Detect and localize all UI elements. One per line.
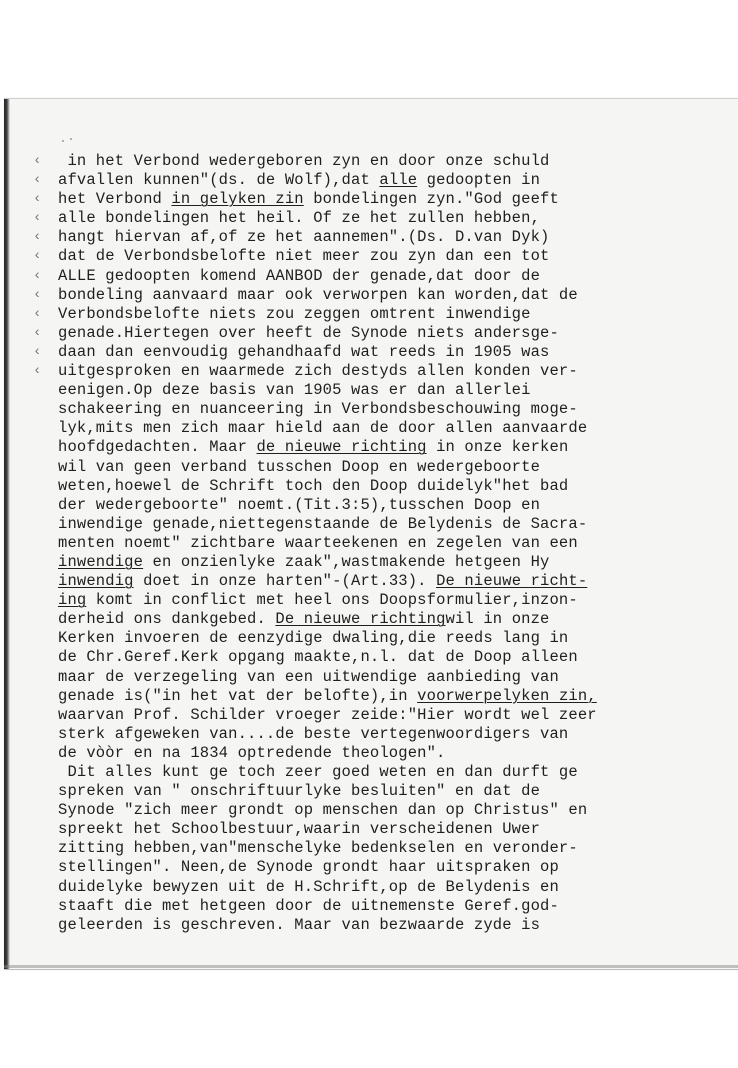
text-segment: der wedergeboorte" noemt.(Tit.3:5),tusschen Doop en [58, 495, 541, 514]
page-bottom-shadow [4, 965, 738, 968]
text-segment: bondeling aanvaard maar ook verworpen kan worden,dat de [58, 285, 578, 304]
text-segment: eenigen.Op deze basis van 1905 was er dan allerlei [58, 381, 531, 400]
text-line [58, 553, 728, 572]
text-line [58, 820, 728, 839]
text-segment: uitgesproken en waarmede zich destyds allen konden ver- [58, 362, 578, 381]
text-segment: spreekt het Schoolbestuur,waarin verscheidenen Uwer [58, 820, 541, 839]
text-line [58, 247, 728, 266]
text-segment: alle bondelingen het heil. Of ze het zullen hebben, [58, 209, 541, 228]
text-segment: komt in conflict met heel ons Doopsformulier,inzon- [86, 591, 578, 610]
text-line [58, 668, 728, 687]
text-line [58, 591, 728, 610]
document-text [58, 152, 728, 935]
text-line [58, 171, 728, 190]
text-segment: staaft die met hetgeen door de uitnemenste Geref.god- [58, 896, 559, 915]
text-segment: de Chr.Geref.Kerk opgang maakte,n.l. dat de Doop alleen [58, 648, 578, 667]
text-line [58, 610, 728, 629]
text-segment: dat de Verbondsbelofte niet meer zou zyn dan een tot [58, 247, 550, 266]
text-segment: bondelingen zyn."God geeft [303, 190, 559, 209]
text-line [58, 381, 728, 400]
text-segment: lyk,mits men zich maar hield aan de door allen aanvaarde [58, 419, 588, 438]
text-line [58, 744, 728, 763]
text-line [58, 305, 728, 324]
text-line [58, 400, 728, 419]
text-segment: stellingen". Neen,de Synode grondt haar uitspraken op [58, 858, 559, 877]
text-segment: schakeering en nuanceering in Verbondsbeschouwing moge- [58, 400, 578, 419]
text-segment: sterk afgeweken van....de beste vertegenwoordigers van [58, 724, 569, 743]
text-line [58, 648, 728, 667]
text-segment: geleerden is geschreven. Maar van bezwaarde zyde is [58, 915, 541, 934]
text-line [58, 458, 728, 477]
text-line [58, 209, 728, 228]
text-segment: waarvan Prof. Schilder vroeger zeide:"Hier wordt wel zeer [58, 705, 597, 724]
text-line [58, 152, 728, 171]
text-segment: hoofdgedachten. Maar [58, 438, 257, 457]
text-line [58, 572, 728, 591]
text-segment: het Verbond [58, 190, 172, 209]
page-edge [4, 99, 10, 969]
text-line [58, 515, 728, 534]
text-segment: maar de verzegeling van een uitwendige aanbieding van [58, 667, 559, 686]
text-segment: inwendige genade,niettegenstaande de Belydenis de Sacra- [58, 514, 588, 533]
text-segment: Kerken invoeren de eenzydige dwaling,die reeds lang in [58, 629, 569, 648]
text-segment: Verbondsbelofte niets zou zeggen omtrent inwendige [58, 304, 531, 323]
text-segment: Dit alles kunt ge toch zeer goed weten en dan durft ge [58, 763, 578, 781]
text-line [58, 916, 728, 935]
text-line [58, 324, 728, 343]
underlined-text: De nieuwe richt- [436, 572, 588, 591]
text-line [58, 897, 728, 916]
text-line [58, 438, 728, 457]
text-segment: ALLE gedoopten komend AANBOD der genade,dat door de [58, 266, 541, 285]
scan-speck [62, 140, 64, 142]
text-segment: wil van geen verband tusschen Doop en wedergeboorte [58, 457, 541, 476]
text-segment: Synode "zich meer grondt op menschen dan op Christus" en [58, 801, 588, 820]
text-line [58, 477, 728, 496]
text-segment: spreken van " onschriftuurlyke besluiten" en dat de [58, 782, 541, 801]
text-line [58, 190, 728, 209]
underlined-text: voorwerpelyken zin, [417, 686, 597, 705]
text-line [58, 343, 728, 362]
underlined-text: alle [379, 171, 418, 190]
text-segment: genade is("in het vat der belofte),in [58, 686, 418, 705]
underlined-text: inwendig [58, 572, 134, 591]
text-line [58, 286, 728, 305]
text-line [58, 839, 728, 858]
text-line [58, 419, 728, 438]
text-segment: menten noemt" zichtbare waarteekenen en zegelen van een [58, 533, 578, 552]
underlined-text: ing [58, 591, 87, 610]
text-line [58, 725, 728, 744]
text-line [58, 534, 728, 553]
margin-marks: ‹ ‹ ‹ ‹ ‹ ‹ ‹ ‹ ‹ ‹ ‹ ‹ [33, 153, 42, 380]
text-segment: gedoopten in [417, 171, 541, 190]
text-line [58, 267, 728, 286]
text-line [58, 629, 728, 648]
text-segment: wil in onze [445, 610, 550, 629]
text-segment: hangt hiervan af,of ze het aannemen".(Ds. D.van Dyk) [58, 228, 550, 247]
scan-speck [70, 138, 72, 140]
text-line [58, 878, 728, 897]
text-segment: en onzienlyke zaak",wastmakende hetgeen Hy [143, 552, 550, 571]
text-line [58, 782, 728, 801]
text-line [58, 763, 728, 782]
underlined-text: in gelyken zin [171, 190, 304, 209]
text-segment: duidelyke bewyzen uit de H.Schrift,op de Belydenis en [58, 877, 559, 896]
text-segment: derheid ons dankgebed. [58, 610, 276, 629]
text-line [58, 362, 728, 381]
text-segment: weten,hoewel de Schrift toch den Doop duidelyk"het bad [58, 476, 569, 495]
text-segment: zitting hebben,van"menschelyke bedenkselen en veronder- [58, 839, 578, 858]
underlined-text: De nieuwe richting [275, 610, 446, 629]
text-segment: doet in onze harten"-(Art.33). [133, 572, 437, 591]
text-segment: de vòòr en na 1834 optredende theologen". [58, 743, 446, 762]
text-segment: genade.Hiertegen over heeft de Synode niets andersge- [58, 323, 559, 342]
underlined-text: inwendige [58, 552, 144, 571]
text-line [58, 496, 728, 515]
underlined-text: de nieuwe richting [256, 438, 427, 457]
text-line [58, 858, 728, 877]
text-line [58, 706, 728, 725]
text-line [58, 228, 728, 247]
text-segment: in onze kerken [426, 438, 569, 457]
text-segment: daan dan eenvoudig gehandhaafd wat reeds in 1905 was [58, 342, 550, 361]
text-line [58, 687, 728, 706]
text-line [58, 801, 728, 820]
text-segment: in het Verbond wedergeboren zyn en door onze schuld [58, 152, 550, 170]
text-segment: afvallen kunnen"(ds. de Wolf),dat [58, 171, 380, 190]
